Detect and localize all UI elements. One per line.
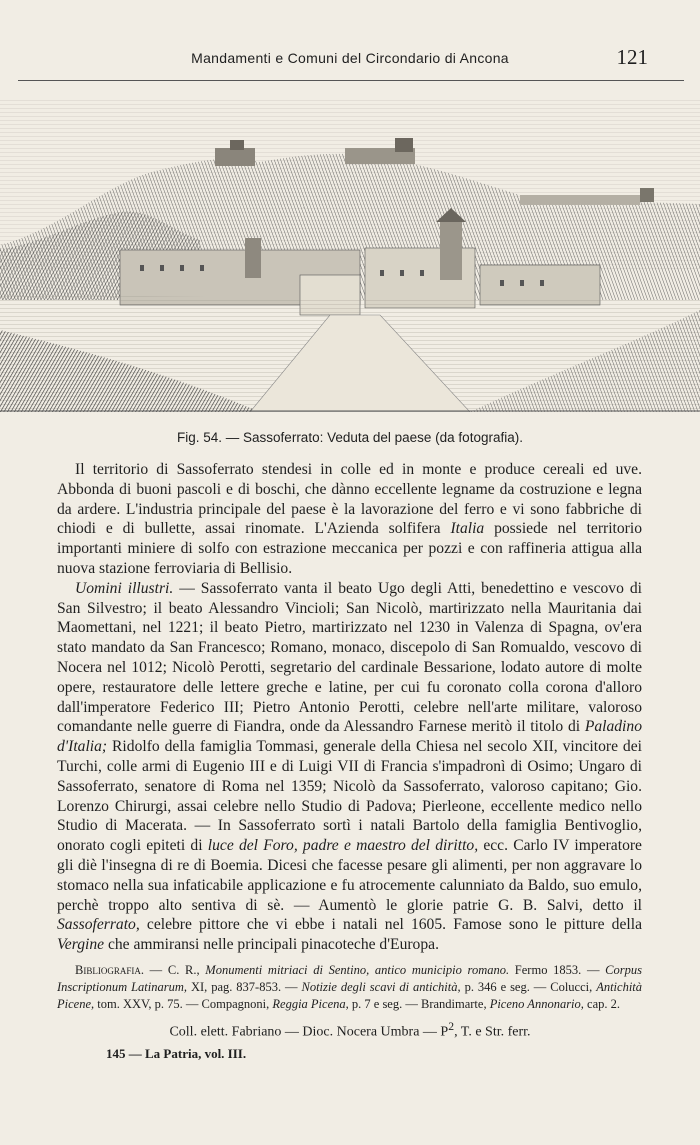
paragraph-famous-men <box>57 579 642 955</box>
bibliography <box>57 962 642 1014</box>
text-run: , T. e Str. ferr. <box>454 1024 531 1040</box>
running-title: Mandamenti e Comuni del Circondario di Ancona <box>191 50 509 66</box>
text-run: che ammiransi nelle principali pinacoteche d'Europa. <box>104 936 439 954</box>
text-run: p. 346 e seg. — Colucci, <box>460 980 597 995</box>
italic-run: Italia <box>450 520 485 538</box>
paragraph-territory <box>57 460 642 579</box>
bibliography-label: Bibliografia. <box>75 963 144 977</box>
text-run: tom. XXV, p. 75. — Compagnoni, <box>94 997 273 1012</box>
italic-run: Notizie degli scavi di antichità, <box>301 980 461 995</box>
section-label: Uomini illustri. <box>75 579 174 597</box>
italic-run: Corpus Inscriptionum Latinarum, <box>57 963 642 995</box>
text-run: Coll. elett. Fabriano — Dioc. Nocera Umbra — P <box>169 1024 449 1040</box>
body-text <box>57 460 642 955</box>
italic-run: Reggia Picena, <box>272 997 349 1012</box>
text-run: possiede nel territorio importanti miniere di solfo con estrazione meccanica per pozzi e con raffineria attigua alla nuova stazione ferroviaria di Bellisio. <box>57 520 642 577</box>
text-run: ecc. Carlo IV imperatore gli diè l'insegna di re di Boemia. Dicesi che facesse pesare gli alimenti, per non aggravare lo stomaco nella sua infaticabile applicazione e fu atrocemente calunniato da Baldo, suo emulo, perchè troppo alto sentiva di sè. — Aumentò le glorie patrie G. B. Salvi, detto il <box>57 837 642 914</box>
engraving-figure <box>0 100 700 412</box>
italic-run: Antichità Picene, <box>57 980 643 1012</box>
signature-footer: 145 — La Patria, vol. III. <box>106 1046 247 1061</box>
text-run: Fermo 1853. — <box>509 963 606 977</box>
superscript: 2 <box>448 1020 455 1033</box>
header-rule <box>18 80 684 81</box>
landscape-engraving <box>0 100 700 412</box>
page-header <box>0 42 700 82</box>
italic-run: Vergine <box>57 936 105 954</box>
text-run: celebre pittore che vi ebbe i natali nel 1605. Famose sono le pitture della <box>139 916 642 934</box>
text-run: — C. R., <box>143 963 206 977</box>
italic-run: luce del Foro, padre e maestro del diritto, <box>207 837 479 855</box>
italic-run: Paladino d'Italia; <box>57 718 642 756</box>
text-run: Il territorio di Sassoferrato stendesi in colle ed in monte e produce cereali ed uve. Abbonda di buoni pascoli e di boschi, che dànno eccellente legname da costruzione e legna da ardere. L'industria principale del paese è la lavorazione del ferro e vi sono fabbriche di chiodi e di bullette, assai rinomate. L'Azienda solfifera <box>57 461 642 538</box>
italic-run: Sassoferrato, <box>57 916 140 934</box>
text-run: — Sassoferrato vanta il beato Ugo degli Atti, benedettino e vescovo di San Silvestro; il beato Alessandro Vincioli; San Nicolò, martirizzato nella Mauritania dai Maomettani, nel 1221; il beato Pietro, martirizzato nel 1230 in Valenza di Spagna, ov'era stato mandato da San Francesco; Romano, monaco, discepolo di San Romualdo, vescovo di Nocera nel 1012; Nicolò Perotti, segretario del cardinale Bessarione, lodato autore di molte opere, restauratore delle lettere greche e latine, per cui fu coronato colla corona d'alloro dall'imperatore Federico III; Pietro Antonio Perotti, celebre nell'arte militare, valoroso comandante nelle guerre di Fiandra, onde da Alessandro Farnese meritò il titolo di <box>57 579 642 736</box>
text-run: Ridolfo della famiglia Tommasi, generale della Chiesa nel secolo XII, vincitore dei Turchi, colle armi di Eugenio III e di Luigi VII di Francia s'impadronì di Osimo; Ungaro di Sassoferrato, senatore di Roma nel 1359; Nicolò da Sassoferrato, valoroso capitano; Gio. Lorenzo Chirurgi, assai celebre nello Studio di Padova; Pierleone, eccellente medico nello Studio di Macerata. — In Sassoferrato sortì i natali Bartolo della famiglia Bentivoglio, onorato cogli epiteti di <box>57 738 642 855</box>
text-run: p. 7 e seg. — Brandimarte, <box>348 997 490 1012</box>
italic-run: Monumenti mitriaci di Sentino, antico municipio romano. <box>205 963 510 977</box>
figure-caption: Fig. 54. — Sassoferrato: Veduta del paese (da fotografia). <box>177 430 523 445</box>
text-run: cap. 2. <box>583 997 621 1012</box>
collegio-line <box>0 1020 700 1041</box>
text-run: XI, pag. 837-853. — <box>187 980 302 995</box>
italic-run: Piceno Annonario, <box>489 997 584 1012</box>
page-number: 121 <box>616 45 648 69</box>
